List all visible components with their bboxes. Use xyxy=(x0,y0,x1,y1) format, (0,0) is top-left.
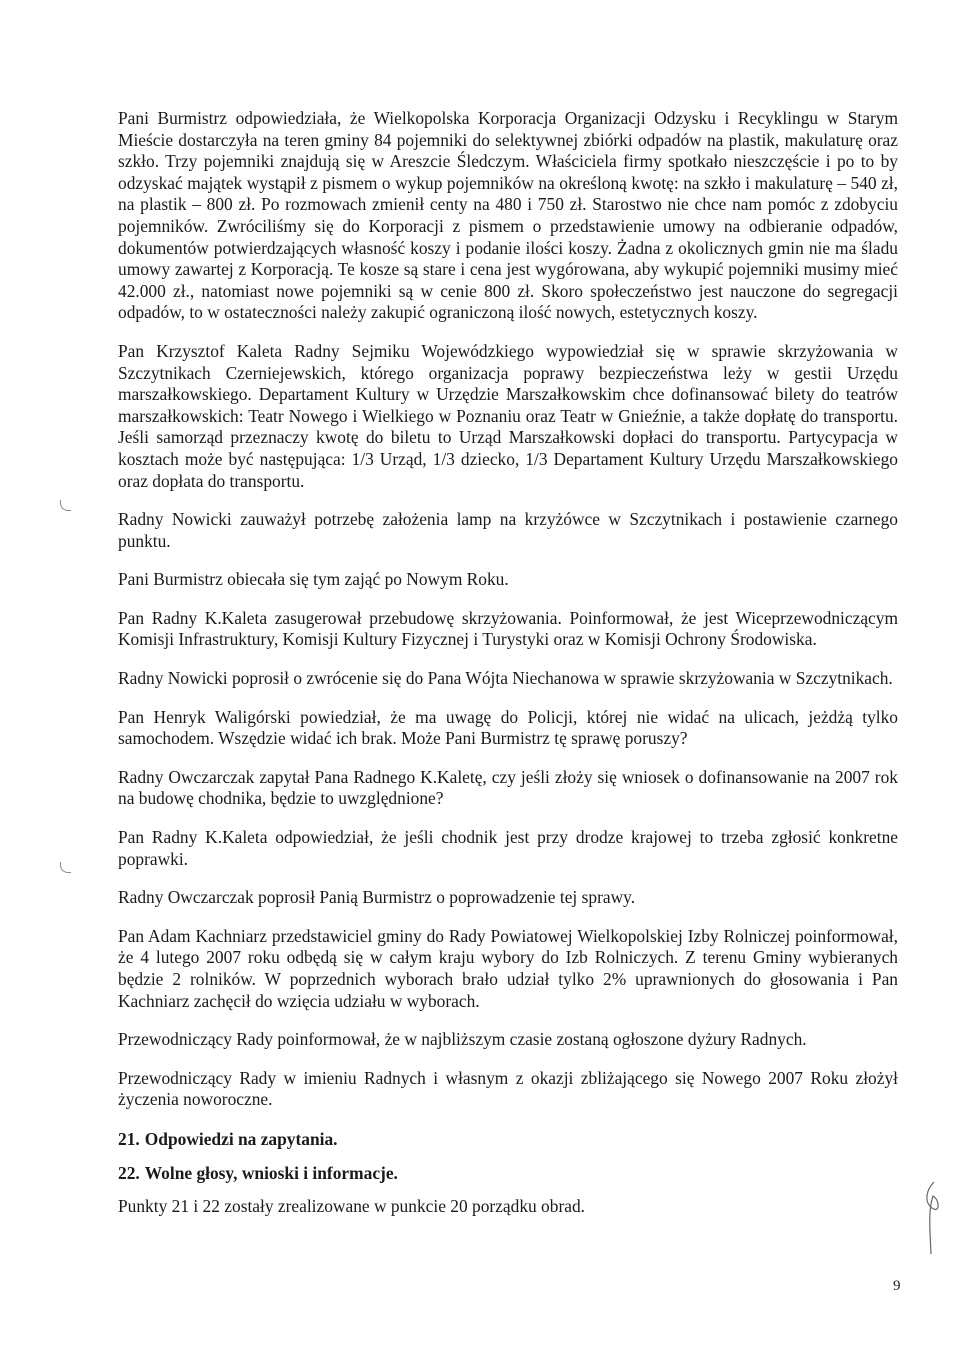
paragraph-chairman-wishes: Przewodniczący Rady w imieniu Radnych i własnym z okazji zbliżającego się Nowego 2007 Roku złożył życzenia noworoczne. xyxy=(118,1067,898,1110)
section-title: Wolne głosy, wnioski i informacje. xyxy=(144,1162,398,1183)
closing-paragraph: Punkty 21 i 22 zostały zrealizowane w punkcie 20 porządku obrad. xyxy=(118,1195,585,1216)
section-number: 21. xyxy=(118,1128,140,1149)
document-body xyxy=(118,108,898,1235)
paragraph-waligorski-police: Pan Henryk Waligórski powiedział, że ma uwagę do Policji, której nie widać na ulicach, jeżdżą tylko samochodem. Wszędzie widać ich brak. Może Pani Burmistrz tę sprawę poruszy? xyxy=(118,706,898,749)
paragraph-recycling-bins: Pani Burmistrz odpowiedziała, że Wielkopolska Korporacja Organizacji Odzysku i Recyklingu w Starym Mieście dostarczyła na teren gminy 84 pojemniki do selektywnej zbiórki odpadów na plastik, makulaturę oraz szkło. Trzy pojemniki znajdują się w Areszcie Śledczym. Właściciela firmy spotkało nieszczęście i po to by odzyskać majątek wystąpił z pismem o wykup pojemników na określoną kwotę: na szkło i makulaturę – 540 zł, na plastik – 800 zł. Po rozmowach zmienił centy na 480 i 750 zł. Starostwo nie chce nam pomóc z zdobyciu pojemników. Zwróciliśmy się do Korporacji z pismem o przedstawienie umowy na odbieranie odpadów, dokumentów potwierdzających własność koszy i podanie ilości koszy. Żadna z okolicznych gmin nie ma śladu umowy zawartej z Korporacją. Te kosze są stare i cena jest wygórowana, aby wykupić pojemniki musimy mieć 42.000 zł., natomiast nowe pojemniki są w cenie 800 zł. Skoro społeczeństwo jest nauczone do segregacji odpadów, to w ostateczności należy zakupić ograniczoną ilość nowych, estetycznych koszy. xyxy=(118,108,898,323)
paragraph-burmistrz-promise: Pani Burmistrz obiecała się tym zająć po Nowym Roku. xyxy=(118,569,509,590)
section-number: 22. xyxy=(118,1162,140,1183)
paragraph-owczarczak-question: Radny Owczarczak zapytał Pana Radnego K.Kaletę, czy jeśli złoży się wniosek o dofinansowanie na 2007 rok na budowę chodnika, będzie to uwzględnione? xyxy=(118,766,898,809)
margin-mark xyxy=(60,862,71,873)
section-heading-22 xyxy=(118,1162,898,1184)
paragraph-nowicki-lamps: Radny Nowicki zauważył potrzebę założenia lamp na krzyżówce w Szczytnikach i postawienie czarnego punktu. xyxy=(118,509,898,551)
section-title: Odpowiedzi na zapytania. xyxy=(144,1128,338,1149)
paragraph-chairman-duties: Przewodniczący Rady poinformował, że w najbliższym czasie zostaną ogłoszone dyżury Radnych. xyxy=(118,1029,807,1050)
paragraph-kachniarz-elections: Pan Adam Kachniarz przedstawiciel gminy do Rady Powiatowej Wielkopolskiej Izby Rolniczej poinformował, że 4 lutego 2007 roku odbędą się w całym kraju wybory do Izb Rolniczych. Z terenu Gminy wybieranych będzie 2 rolników. W poprzednich wyborach brało udział tylko 2% uprawnionych do głosowania i Pan Kachniarz zachęcił do wzięcia udziału w wyborach. xyxy=(118,925,898,1011)
margin-mark xyxy=(60,500,71,511)
page-number: 9 xyxy=(893,1278,901,1294)
paragraph-kaleta-answer: Pan Radny K.Kaleta odpowiedział, że jeśli chodnik jest przy drodze krajowej to trzeba zgłosić konkretne poprawki. xyxy=(118,827,898,869)
paragraph-owczarczak-request: Radny Owczarczak poprosił Panią Burmistrz o poprowadzenie tej sprawy. xyxy=(118,887,636,908)
paragraph-nowicki-request: Radny Nowicki poprosił o zwrócenie się do Pana Wójta Niechanowa w sprawie skrzyżowania w Szczytnikach. xyxy=(118,668,893,689)
signature-initial xyxy=(918,1180,948,1260)
paragraph-kaleta-crossroads: Pan Krzysztof Kaleta Radny Sejmiku Wojewódzkiego wypowiedział się w sprawie skrzyżowania w Szczytnikach Czerniejewskich, którego organizacja poprawy bezpieczeństwa leży w gestii Urzędu marszałkowskiego. Departament Kultury w Urzędzie Marszałkowskim chce dofinansować bilety do teatrów marszałkowskich: Teatr Nowego i Wielkiego w Poznaniu oraz Teatr w Gnieźnie, a także dopłatę do transportu. Jeśli samorząd przeznaczy kwotę do biletu to Urząd Marszałkowski dopłaci do transportu. Partycypacja w kosztach może być następująca: 1/3 Urząd, 1/3 dziecko, 1/3 Departament Kultury Urzędu Marszałkowskiego oraz dopłata do transportu. xyxy=(118,340,898,491)
section-heading-21 xyxy=(118,1128,898,1150)
paragraph-kaleta-rebuild: Pan Radny K.Kaleta zasugerował przebudowę skrzyżowania. Poinformował, że jest Wiceprzewodniczącym Komisji Infrastruktury, Komisji Kultury Fizycznej i Turystyki oraz w Komisji Ochrony Środowiska. xyxy=(118,607,898,650)
